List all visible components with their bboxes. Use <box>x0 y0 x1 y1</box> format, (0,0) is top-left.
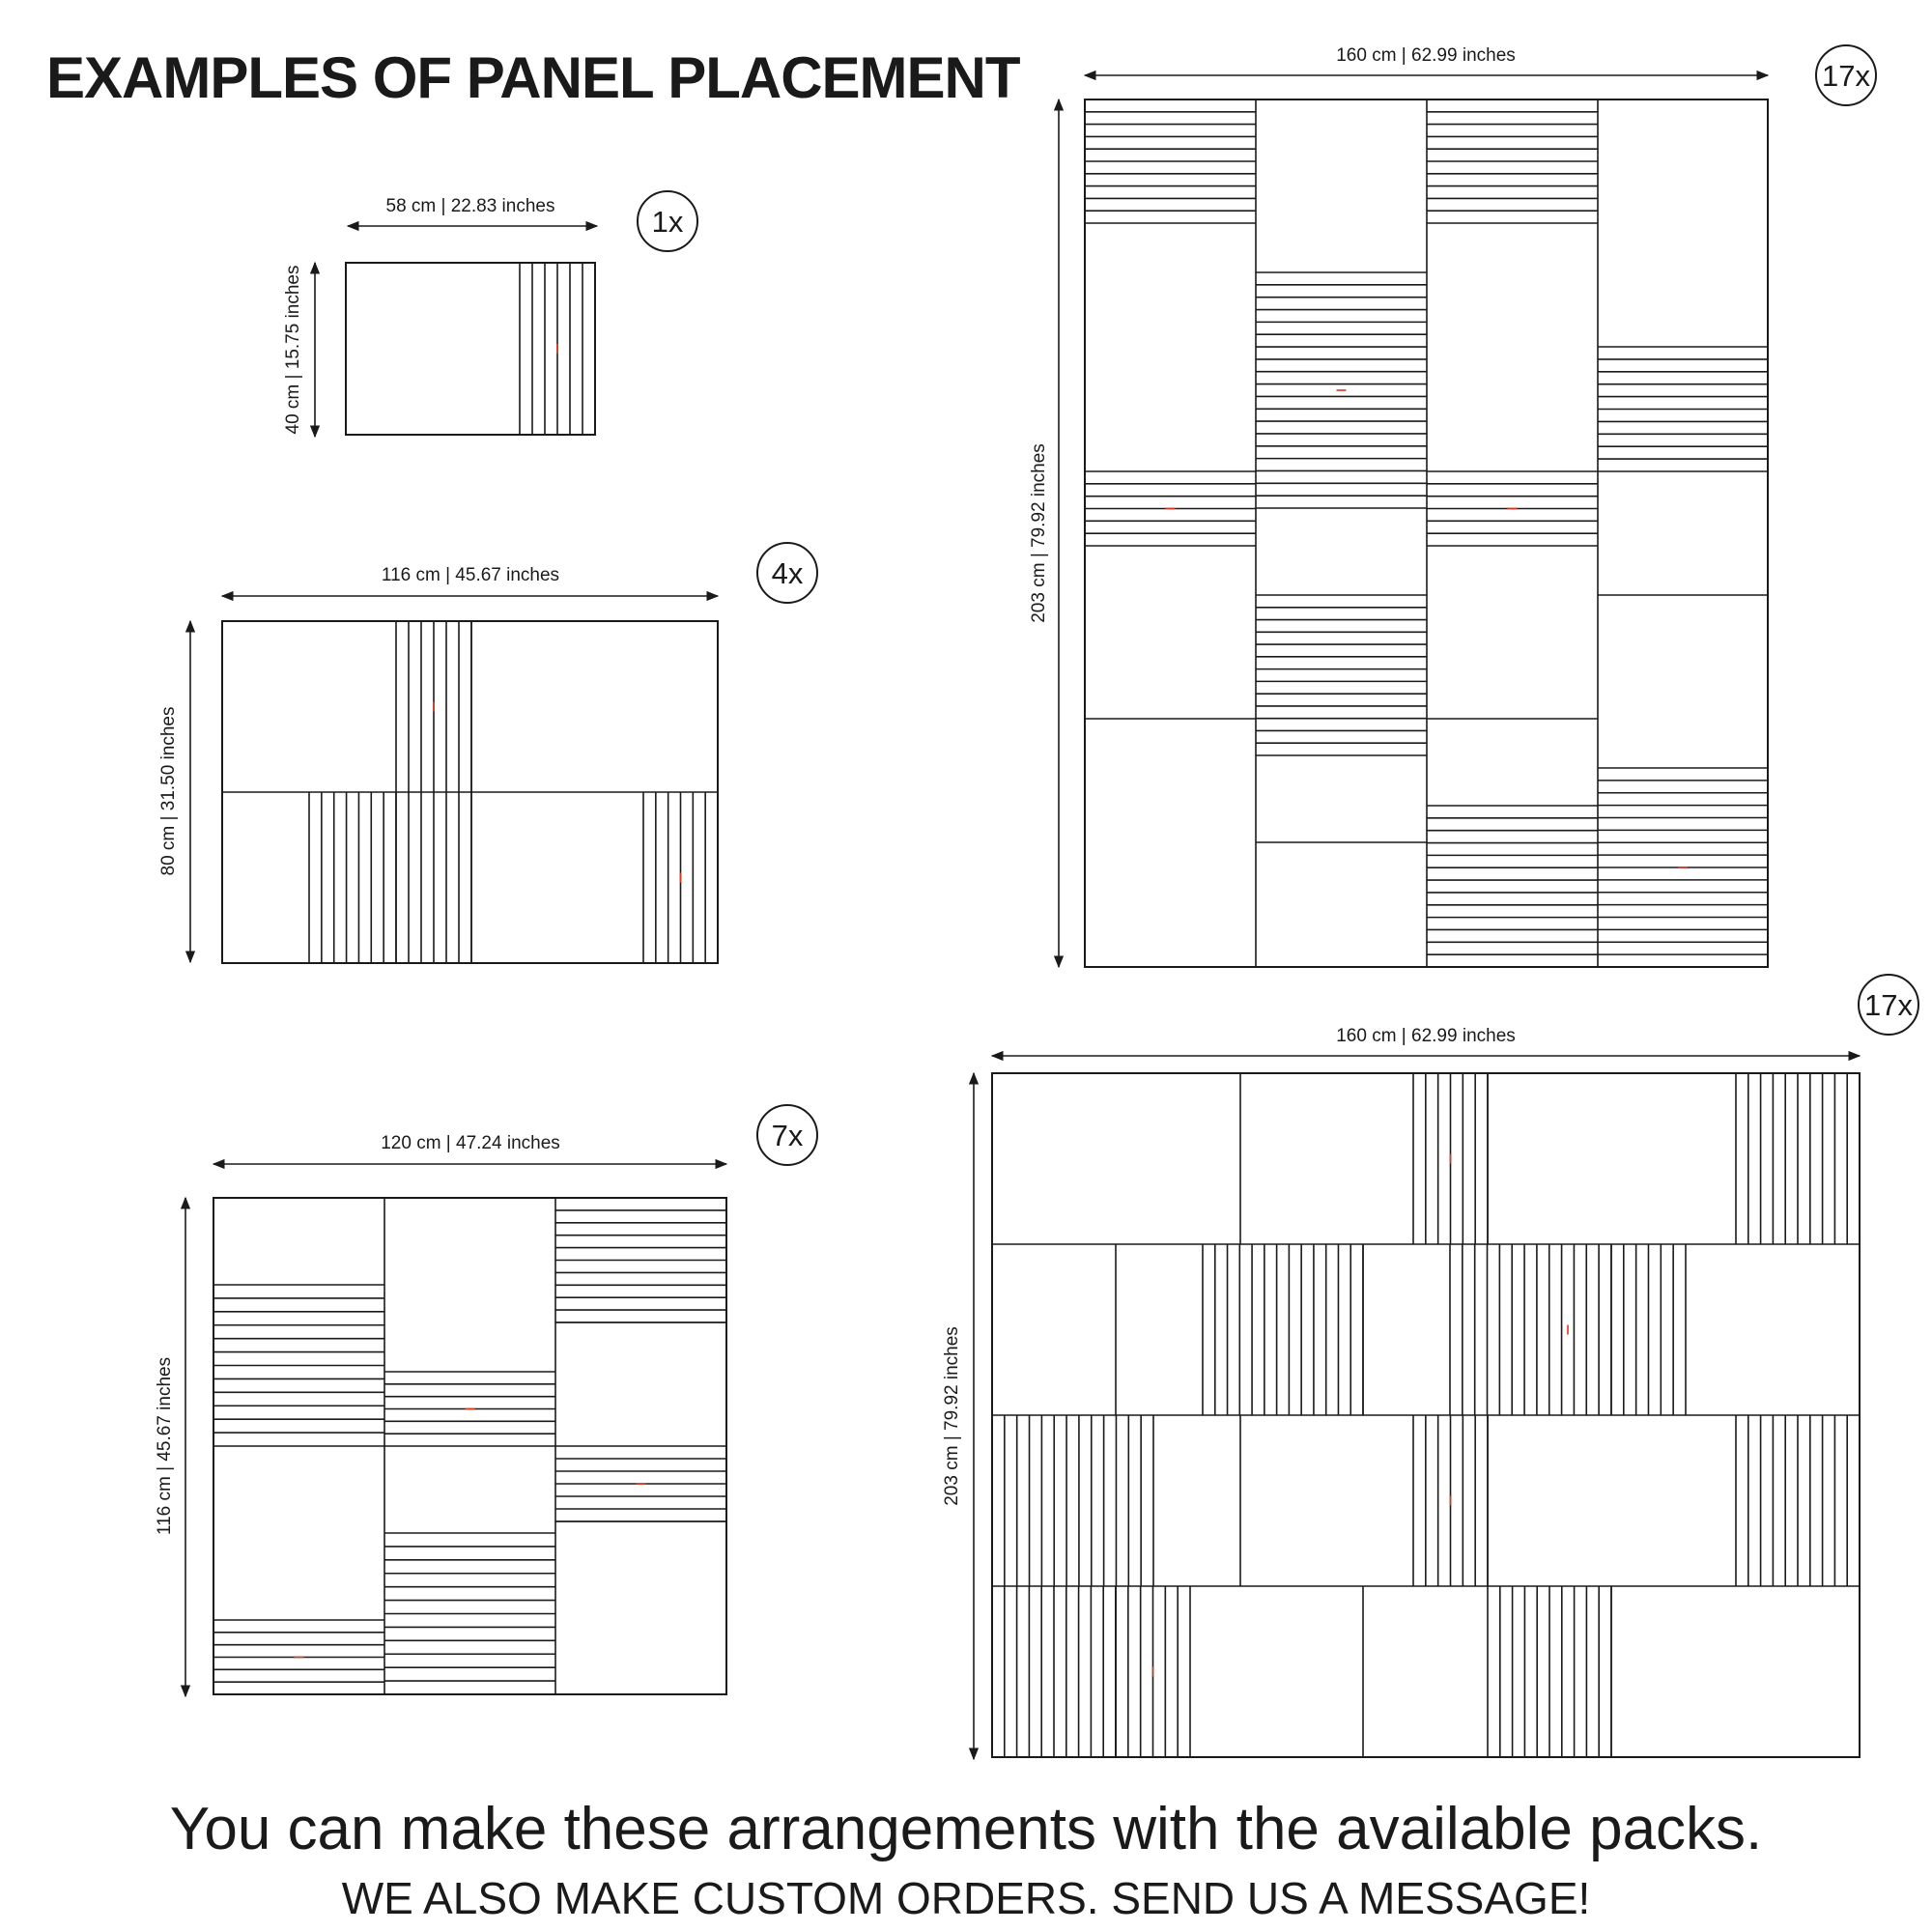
panel-layout <box>222 621 718 963</box>
panel-layout <box>346 263 595 435</box>
footer-custom-orders: WE ALSO MAKE CUSTOM ORDERS. SEND US A MESSAGE! <box>341 1873 1591 1923</box>
count-badge-label: 1x <box>651 205 684 239</box>
width-label: 160 cm | 62.99 inches <box>1336 1026 1516 1046</box>
count-badge-label: 17x <box>1864 988 1913 1022</box>
width-label: 116 cm | 45.67 inches <box>381 565 560 585</box>
footer-tagline: You can make these arrangements with the available packs. <box>169 1796 1763 1862</box>
panel-layout <box>992 1073 1860 1757</box>
arrangement-17x-top <box>1029 45 1876 967</box>
arrangement-17x-bottom <box>942 975 1918 1759</box>
height-label: 203 cm | 79.92 inches <box>942 1326 962 1506</box>
arrangement-1x <box>283 191 697 437</box>
width-label: 160 cm | 62.99 inches <box>1336 45 1516 66</box>
height-label: 80 cm | 31.50 inches <box>158 706 179 876</box>
height-label: 203 cm | 79.92 inches <box>1029 443 1049 623</box>
count-badge-label: 4x <box>771 556 804 590</box>
width-label: 120 cm | 47.24 inches <box>381 1133 560 1153</box>
width-label: 58 cm | 22.83 inches <box>385 196 555 216</box>
arrangement-7x <box>155 1105 817 1696</box>
panel-layout <box>213 1198 726 1694</box>
height-label: 116 cm | 45.67 inches <box>155 1356 175 1536</box>
arrangement-4x <box>158 543 817 963</box>
page-title: EXAMPLES OF PANEL PLACEMENT <box>46 45 1020 110</box>
panel-layout <box>1085 99 1768 967</box>
height-label: 40 cm | 15.75 inches <box>283 265 303 435</box>
count-badge-label: 17x <box>1822 59 1870 93</box>
count-badge-label: 7x <box>771 1119 804 1152</box>
